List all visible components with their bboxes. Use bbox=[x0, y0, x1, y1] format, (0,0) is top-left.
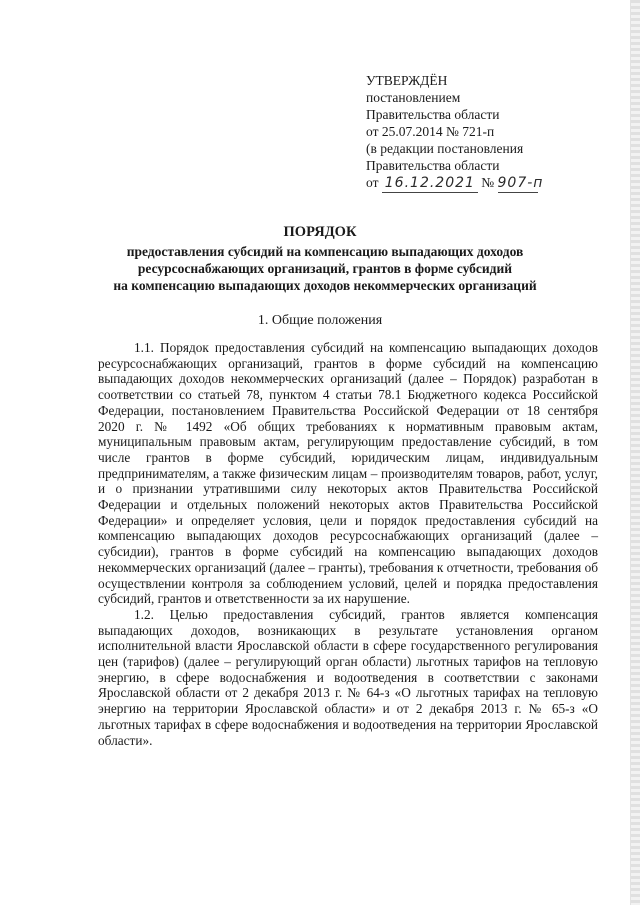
document-subtitle bbox=[90, 243, 560, 294]
approval-line: Правительства области bbox=[366, 158, 500, 173]
approval-line: постановлением bbox=[366, 90, 461, 105]
approval-date-line bbox=[366, 174, 616, 193]
document-body bbox=[98, 340, 598, 748]
date-prefix: от bbox=[366, 175, 379, 190]
approval-heading: УТВЕРЖДЁН bbox=[366, 73, 448, 88]
subtitle-line: предоставления субсидий на компенсацию выпадающих доходов bbox=[126, 244, 524, 259]
paragraph-1-2: 1.2. Целью предоставления субсидий, грантов является компенсация выпадающих доходов, возникающих в результате установления органом исполнительной власти Ярославской области в сфере государственного регулирования цен (тарифов) (далее – регулирующий орган области) льготных тарифов на тепловую энергию, в сфере водоснабжения и водоотведения в соответствии с законами Ярославской области от 2 декабря 2013 г. № 64-з «О льготных тарифах на тепловую энергию на территории Ярославской области» и от 2 декабря 2013 г. № 65-з «О льготных тарифах в сфере водоснабжения и водоотведения на территории Ярославской области». bbox=[98, 606, 598, 748]
approval-line: (в редакции постановления bbox=[366, 141, 524, 156]
handwritten-date: 16.12.2021 bbox=[382, 175, 478, 193]
approval-line: Правительства области bbox=[366, 107, 500, 122]
approval-line: от 25.07.2014 № 721-п bbox=[366, 124, 495, 139]
scan-edge-shadow bbox=[631, 0, 640, 905]
paragraph-1-1: 1.1. Порядок предоставления субсидий на компенсацию выпадающих доходов ресурсоснабжающих организаций, грантов в форме субсидий на компенсацию выпадающих доходов некоммерческих организаций (далее – Порядок) разработан в соответствии со статьей 78, пунктом 4 статьи 78.1 Бюджетного кодекса Российской Федерации, постановлением Правительства Российской Федерации от 18 сентября 2020 г. № 1492 «Об общих требованиях к нормативным правовым актам, муниципальным правовым актам, регулирующим предоставление субсидий, в том числе грантов в форме субсидий, юридическим лицам, индивидуальным предпринимателям, а также физическим лицам – производителям товаров, работ, услуг, и о признании утратившими силу некоторых актов Правительства Российской Федерации и отдельных положений некоторых актов Правительства Российской Федерации» и определяет условия, цели и порядок предоставления субсидий на компенсацию выпадающих доходов ресурсоснабжающих организаций (далее – субсидии), грантов в форме субсидий на компенсацию выпадающих доходов некоммерческих организаций (далее – гранты), требования к отчетности, требования об осуществлении контроля за соблюдением условий, целей и порядка предоставления субсидий, грантов и ответственности за их нарушение. bbox=[98, 340, 598, 607]
subtitle-line: на компенсацию выпадающих доходов некоммерческих организаций bbox=[113, 278, 537, 293]
handwritten-number: 907-п bbox=[497, 175, 544, 191]
subtitle-line: ресурсоснабжающих организаций, грантов в форме субсидий bbox=[137, 261, 513, 276]
approval-block bbox=[366, 72, 616, 193]
section-heading: 1. Общие положения bbox=[257, 313, 383, 328]
document-title: ПОРЯДОК bbox=[283, 224, 357, 240]
number-prefix: № bbox=[481, 175, 495, 190]
